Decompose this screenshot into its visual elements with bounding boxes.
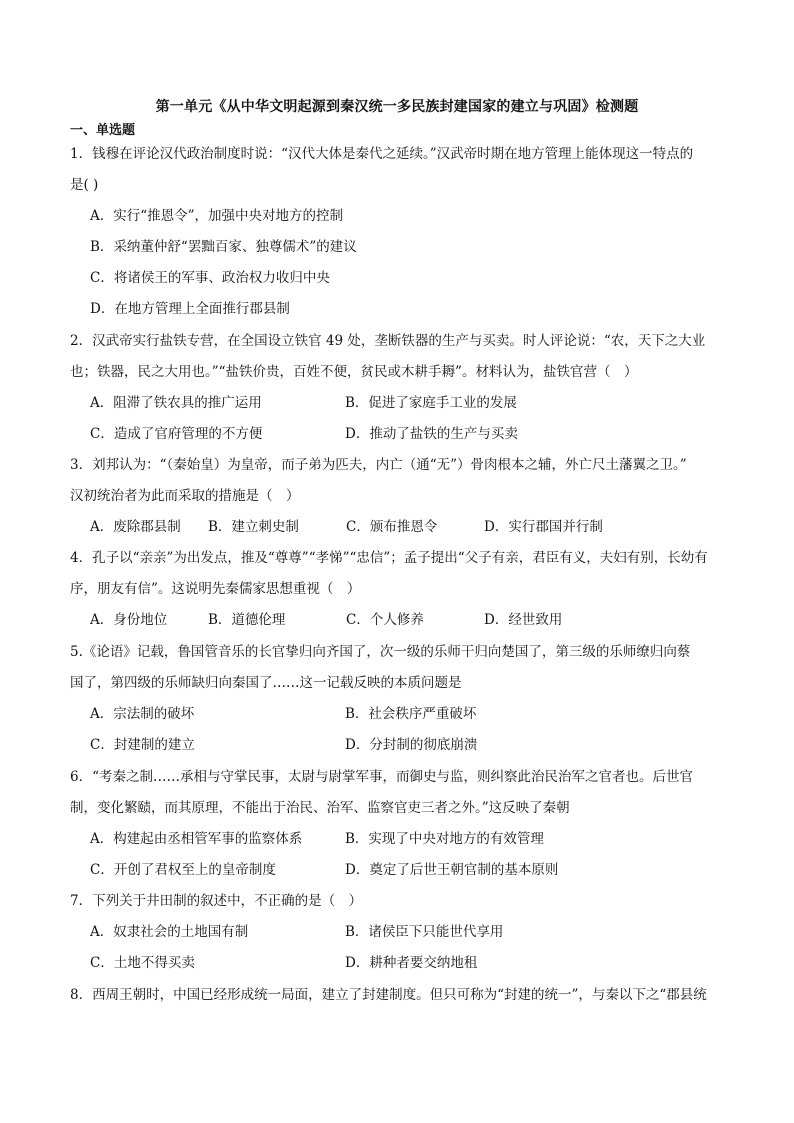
q1-option-b: B．采纳董仲舒“罢黜百家、独尊儒术”的建议 (90, 239, 357, 255)
section-heading: 一、单选题 (70, 123, 136, 138)
q4-option-c: C．个人修养 (346, 612, 424, 628)
q3-option-d: D．实行郡国并行制 (484, 519, 603, 535)
q2-option-d: D．推动了盐铁的生产与买卖 (345, 426, 518, 442)
q7-option-d: D．耕种者要交纳地租 (345, 955, 478, 971)
q1-option-c: C．将诸侯王的军事、政治权力收归中央 (90, 270, 330, 286)
q6-stem-line2: 制，变化繁赜，而其原理，不能出于治民、治军、监察官吏三者之外。”这反映了秦朝 (70, 800, 570, 816)
q2-option-b: B．促进了家庭手工业的发展 (345, 395, 517, 411)
q3-option-c: C．颁布推恩令 (346, 519, 438, 535)
q3-option-b: B．建立刺史制 (208, 519, 299, 535)
q8-stem-line1: 8．西周王朝时，中国已经形成统一局面，建立了封建制度。但只可称为“封建的统一”，与秦以下之“郡县统 (70, 987, 707, 1003)
q3-option-a: A．废除郡县制 (90, 519, 181, 535)
q5-option-c: C．封建制的建立 (90, 737, 195, 753)
q2-option-c: C．造成了官府管理的不方便 (90, 426, 263, 442)
q1-stem-line1: 1．钱穆在评论汉代政治制度时说：“汉代大体是秦代之延续。”汉武帝时期在地方管理上能体现这一特点的 (70, 146, 694, 162)
q4-option-b: B．道德伦理 (208, 612, 286, 628)
q3-stem-line1: 3．刘邦认为：“（秦始皇）为皇帝，而子弟为匹夫，内亡（通“无”）骨肉根本之辅，外亡尺土藩翼之卫。” (70, 457, 687, 473)
q4-stem-line1: 4．孔子以“亲亲”为出发点，推及“尊尊”“孝悌”“忠信”；孟子提出“父子有亲，君臣有义，夫妇有别，长幼有 (70, 550, 708, 566)
document-title: 第一单元《从中华文明起源到秦汉统一多民族封建国家的建立与巩固》检测题 (155, 99, 639, 115)
q6-option-a: A．构建起由丞相管军事的监察体系 (90, 831, 303, 847)
q4-stem-line2: 序，朋友有信”。这说明先秦儒家思想重视（ ） (70, 581, 361, 597)
q7-option-c: C．土地不得买卖 (90, 955, 195, 971)
q6-option-b: B．实现了中央对地方的有效管理 (345, 831, 544, 847)
q7-option-a: A．奴隶社会的土地国有制 (90, 924, 249, 940)
q5-stem-line1: 5.《论语》记载，鲁国管音乐的长官挚归向齐国了，次一级的乐师干归向楚国了，第三级的乐师缭归向蔡 (70, 644, 691, 660)
q7-option-b: B．诸侯臣下只能世代享用 (345, 924, 504, 940)
q2-option-a: A．阻滞了铁农具的推广运用 (90, 395, 262, 411)
q6-option-c: C．开创了君权至上的皇帝制度 (90, 862, 276, 878)
q2-stem-line1: 2．汉武帝实行盐铁专营，在全国设立铁官 49 处，垄断铁器的生产与买卖。时人评论说：“农，天下之大业 (70, 333, 706, 349)
q6-stem-line1: 6．“考秦之制……承相与守掌民事，太尉与尉掌军事，而御史与监，则纠察此治民治军之官者也。后世官 (70, 769, 693, 785)
q7-stem-line1: 7．下列关于井田制的叙述中，不正确的是（ ） (70, 893, 363, 909)
q5-stem-line2: 国了，第四级的乐师缺归向秦国了……这一记载反映的本质问题是 (70, 675, 462, 691)
q1-option-d: D．在地方管理上全面推行郡县制 (90, 301, 290, 317)
q5-option-a: A．宗法制的破坏 (90, 706, 195, 722)
q1-stem-line2: 是( ) (70, 177, 99, 193)
q4-option-a: A．身份地位 (90, 612, 168, 628)
q6-option-d: D．奠定了后世王朝官制的基本原则 (345, 862, 559, 878)
q4-option-d: D．经世致用 (484, 612, 563, 628)
q2-stem-line2: 也；铁器，民之大用也。”“盐铁价贵，百姓不便，贫民或木耕手耨”。材料认为，盐铁官营（ ） (70, 364, 638, 380)
q1-option-a: A．实行“推恩令”，加强中央对地方的控制 (90, 208, 344, 224)
q5-option-b: B．社会秩序严重破坏 (345, 706, 477, 722)
q5-option-d: D．分封制的彻底崩溃 (345, 737, 478, 753)
q3-stem-line2: 汉初统治者为此而采取的措施是（ ） (70, 488, 300, 504)
